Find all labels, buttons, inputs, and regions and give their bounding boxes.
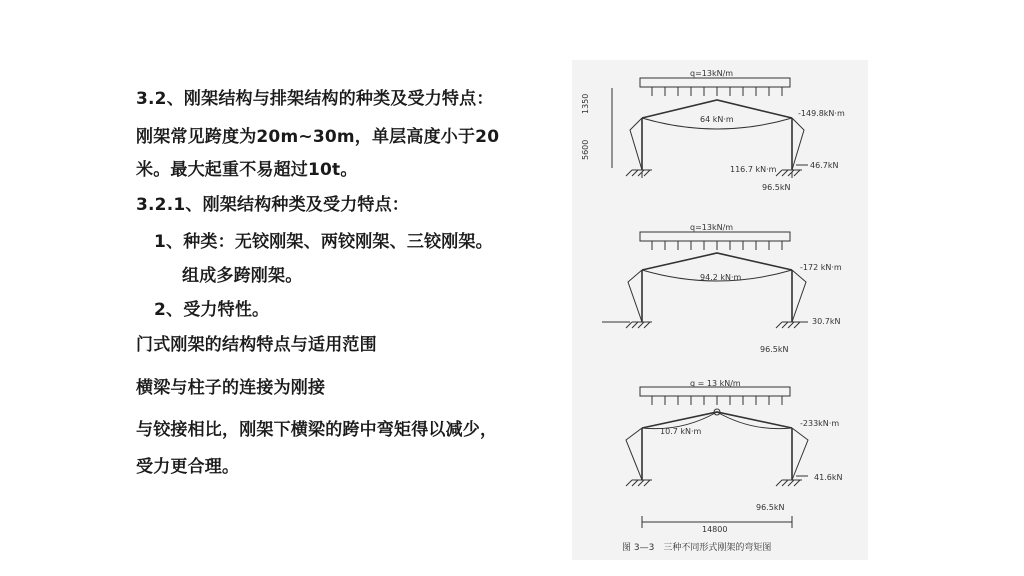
list-item-types-cont: 组成多跨刚架。 xyxy=(182,266,303,286)
f1-corner-moment: -149.8kN·m xyxy=(798,109,845,118)
f3-corner-moment: -233kN·m xyxy=(800,419,840,428)
f3-reaction-v: 96.5kN xyxy=(756,503,785,512)
f2-load-label: q=13kN/m xyxy=(690,223,734,232)
text-line-rigid-joint: 横梁与柱子的连接为刚接 xyxy=(136,378,326,398)
f1-mid-moment: 64 kN·m xyxy=(700,115,734,124)
frame-1 xyxy=(612,78,808,178)
moment-diagram-figure xyxy=(572,60,868,560)
f2-corner-moment: -172 kN·m xyxy=(800,263,842,272)
list-item-types: 1、种类：无铰刚架、两铰刚架、三铰刚架。 xyxy=(154,232,493,252)
f3-reaction-h: 41.6kN xyxy=(814,473,843,482)
f1-reaction-h: 46.7kN xyxy=(810,161,839,170)
text-line-compare: 与铰接相比，刚架下横梁的跨中弯矩得以减少， xyxy=(136,420,498,440)
heading-3-2-1: 3.2.1、刚架结构种类及受力特点： xyxy=(136,195,410,215)
text-line-load: 米。最大起重不易超过10t。 xyxy=(136,160,358,180)
heading-3-2: 3.2、刚架结构与排架结构的种类及受力特点： xyxy=(136,89,494,109)
f3-load-label: q = 13 kN/m xyxy=(690,379,741,388)
f1-dim-top: 1350 xyxy=(581,93,590,114)
f2-mid-moment: 94.2 kN·m xyxy=(700,273,742,282)
f1-base-moment: 116.7 kN·m xyxy=(730,165,777,174)
f2-reaction-h: 30.7kN xyxy=(812,317,841,326)
list-item-force: 2、受力特性。 xyxy=(154,300,270,320)
text-line-reasonable: 受力更合理。 xyxy=(136,457,240,477)
f1-reaction-v: 96.5kN xyxy=(762,183,791,192)
f1-load-label: q=13kN/m xyxy=(690,69,734,78)
text-line-span: 刚架常见跨度为20m~30m，单层高度小于20 xyxy=(136,127,500,147)
moment-diagram-svg xyxy=(572,60,868,560)
f3-span-dim: 14800 xyxy=(702,525,728,534)
f2-reaction-v: 96.5kN xyxy=(760,345,789,354)
figure-caption: 图 3—3 三种不同形式刚架的弯矩图 xyxy=(622,543,772,553)
subheading-portal-frame: 门式刚架的结构特点与适用范围 xyxy=(136,335,377,355)
f1-dim-side: 5600 xyxy=(581,139,590,160)
f3-mid-moment: 10.7 kN·m xyxy=(660,427,702,436)
